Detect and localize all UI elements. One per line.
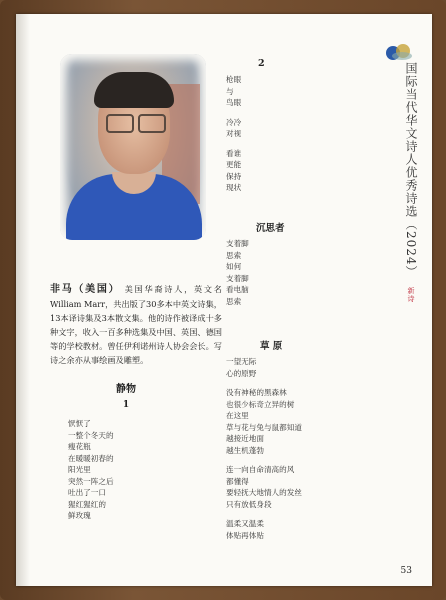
vertical-title: 国际当代华文诗人优秀诗选（2024） xyxy=(404,62,418,279)
poem-line: 鸟眼 xyxy=(226,98,242,107)
poem-line: 支着脚 xyxy=(226,273,249,283)
poem-line: 越生机蓬勃 xyxy=(226,445,264,455)
poem-line: 猩红猩红的 xyxy=(68,499,106,509)
poem1-title: 静物 xyxy=(116,384,136,395)
poem1-part2-number: 2 xyxy=(258,58,265,69)
author-bio xyxy=(50,282,222,367)
poem1-part1 xyxy=(68,418,114,522)
poem2-title: 沉思者 xyxy=(256,223,285,234)
poem-line: 都懂得 xyxy=(226,476,249,486)
poem-line: 一望无际 xyxy=(226,357,257,366)
poem-line: 在暖暖初春的 xyxy=(68,453,114,463)
poem-line: 吐出了一口 xyxy=(68,488,106,497)
author-name: 非马（美国） xyxy=(50,284,121,295)
poem-line: 没有神秘的黑森林 xyxy=(226,388,287,397)
poem3-title: 草 原 xyxy=(260,341,283,352)
ICCPA-logo-icon xyxy=(386,44,416,64)
author-photo xyxy=(60,54,206,240)
book-page xyxy=(16,14,432,586)
poem-line: 鲜玫瑰 xyxy=(68,511,91,520)
poem3-body xyxy=(226,356,302,541)
section-tag: 新诗 xyxy=(407,287,415,304)
page-number: 53 xyxy=(400,566,412,576)
poem-line: 草与花与兔与鼠都知道 xyxy=(226,422,302,432)
poem-line: 现状 xyxy=(226,183,242,192)
sidebar-vertical-title xyxy=(402,62,420,303)
poem-line: 看电脑 xyxy=(226,285,249,294)
poem-line: 与 xyxy=(226,86,234,96)
poem-line: 阳光里 xyxy=(68,465,91,474)
poem-line: 保持 xyxy=(226,171,242,181)
poem-line: 支着脚 xyxy=(226,239,249,248)
poem-line: 枪眼 xyxy=(226,75,242,84)
poem-line: 如何 xyxy=(226,262,242,271)
poem-line: 要轻抚大地情人的发丝 xyxy=(226,488,302,497)
poem-line: 在这里 xyxy=(226,411,249,420)
poem-line: 思索 xyxy=(226,296,242,306)
poem-line: 一整个冬天的 xyxy=(68,430,114,440)
poem-line: 冷冷 xyxy=(226,117,242,127)
poem-line: 温柔又温柔 xyxy=(226,519,264,528)
poem-line: 恹恹了 xyxy=(68,419,91,428)
poem-line: 心的原野 xyxy=(226,368,257,378)
author-bio-text: 美国华裔诗人，英文名William Marr，共出版了30多本中英文诗集，13本译诗集及3本散文集。他的诗作被译成十多种文字，收入一百多种选集及中国、英国、德国等的学校教材。曾任伊利诺州诗人协会会长。写诗之余亦从事绘画及雕塑。 xyxy=(50,284,222,365)
poem-line: 越接近地面 xyxy=(226,434,264,443)
poem-line: 更能 xyxy=(226,160,242,169)
poem-line: 对视 xyxy=(226,129,242,138)
poem1-part2 xyxy=(226,74,241,194)
poem-line: 瘦花瓶 xyxy=(68,442,91,451)
poem1-part1-number: 1 xyxy=(122,400,130,410)
poem-line: 连一向自命清高的风 xyxy=(226,465,295,474)
poem-line: 也很少标奇立异的树 xyxy=(226,399,295,409)
poem-line: 突然一阵之后 xyxy=(68,476,114,486)
poem-line: 思索 xyxy=(226,250,242,260)
poem-line: 看谁 xyxy=(226,148,242,158)
poem-line: 体贴再体贴 xyxy=(226,530,264,540)
poem-line: 只有放低身段 xyxy=(226,499,272,509)
poem2-body xyxy=(226,238,249,307)
